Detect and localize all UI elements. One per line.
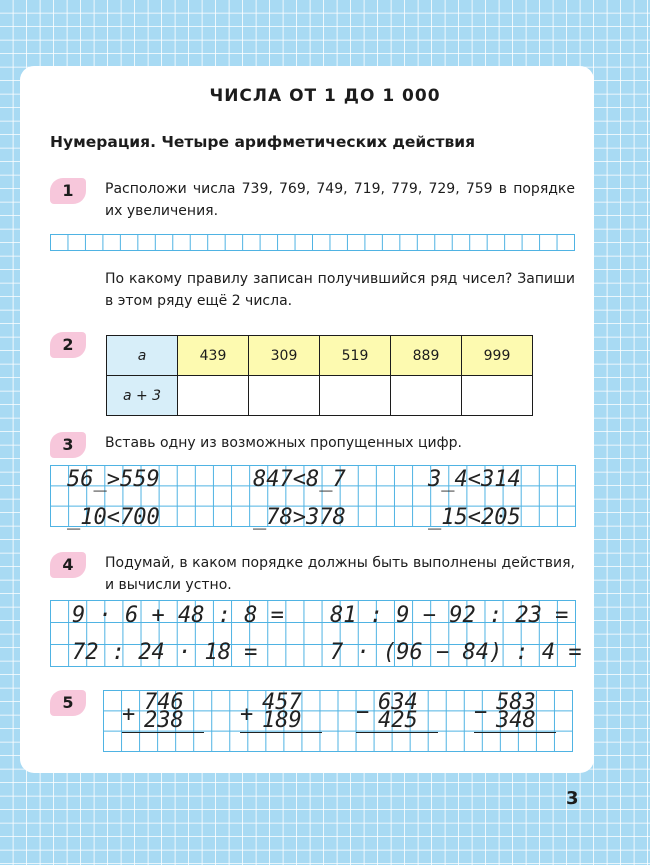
addend-bottom: 238 bbox=[144, 708, 184, 733]
value-cell: 439 bbox=[178, 336, 249, 376]
row-header-a-plus-3: a + 3 bbox=[107, 376, 178, 416]
task-number-badge: 1 bbox=[50, 178, 86, 204]
comparison-expr: 847<8_7 bbox=[253, 467, 346, 492]
task-number-badge: 5 bbox=[50, 690, 86, 716]
minuend: 634 bbox=[378, 690, 418, 715]
operator: + bbox=[122, 702, 136, 727]
answer-cell[interactable] bbox=[462, 376, 533, 416]
expression: 9 · 6 + 48 : 8 = bbox=[72, 603, 284, 628]
subtrahend: 425 bbox=[378, 708, 418, 733]
task-number-badge: 3 bbox=[50, 432, 86, 458]
expression: 72 : 24 · 18 = bbox=[72, 640, 258, 665]
task1-question: По какому правилу записан получившийся ряд чисел? Запиши в этом ряду ещё 2 числа. bbox=[105, 271, 575, 309]
row-header-a: a bbox=[107, 336, 178, 376]
task3-text: Вставь одну из возможных пропущенных цифр. bbox=[105, 435, 462, 451]
minuend: 583 bbox=[496, 690, 536, 715]
task4-text: Подумай, в каком порядке должны быть выполнены действия, и вычисли устно. bbox=[105, 555, 575, 593]
comparison-expr: _15<205 bbox=[428, 505, 521, 530]
comparison-expr: 3_4<314 bbox=[428, 467, 521, 492]
answer-cell[interactable] bbox=[178, 376, 249, 416]
difference-line bbox=[474, 732, 556, 733]
sum-line bbox=[240, 732, 322, 733]
answer-cell[interactable] bbox=[320, 376, 391, 416]
page-title: ЧИСЛА ОТ 1 ДО 1 000 bbox=[209, 86, 441, 106]
difference-line bbox=[356, 732, 438, 733]
comparison-expr: 56_>559 bbox=[67, 467, 160, 492]
addend-top: 457 bbox=[262, 690, 302, 715]
value-cell: 309 bbox=[249, 336, 320, 376]
comparison-expr: _10<700 bbox=[67, 505, 160, 530]
page-number: 3 bbox=[566, 788, 579, 809]
section-subtitle: Нумерация. Четыре арифметических действия bbox=[50, 133, 476, 151]
values-table bbox=[106, 335, 533, 416]
answer-cell-strip[interactable] bbox=[50, 234, 575, 251]
addend-bottom: 189 bbox=[262, 708, 302, 733]
operator: − bbox=[474, 700, 488, 725]
sum-line bbox=[122, 732, 204, 733]
addend-top: 746 bbox=[144, 690, 184, 715]
operator: − bbox=[356, 700, 370, 725]
subtrahend: 348 bbox=[496, 708, 536, 733]
answer-cell[interactable] bbox=[391, 376, 462, 416]
task1-text: Расположи числа 739, 769, 749, 719, 779, 729, 759 в порядке их увеличения. bbox=[105, 181, 575, 219]
expression: 7 · (96 − 84) : 4 = bbox=[330, 640, 582, 665]
value-cell: 889 bbox=[391, 336, 462, 376]
answer-cell[interactable] bbox=[249, 376, 320, 416]
operator: + bbox=[240, 702, 254, 727]
comparison-expr: _78>378 bbox=[253, 505, 346, 530]
task-number-badge: 2 bbox=[50, 332, 86, 358]
value-cell: 999 bbox=[462, 336, 533, 376]
value-cell: 519 bbox=[320, 336, 391, 376]
expression: 81 : 9 − 92 : 23 = bbox=[330, 603, 569, 628]
task-number-badge: 4 bbox=[50, 552, 86, 578]
